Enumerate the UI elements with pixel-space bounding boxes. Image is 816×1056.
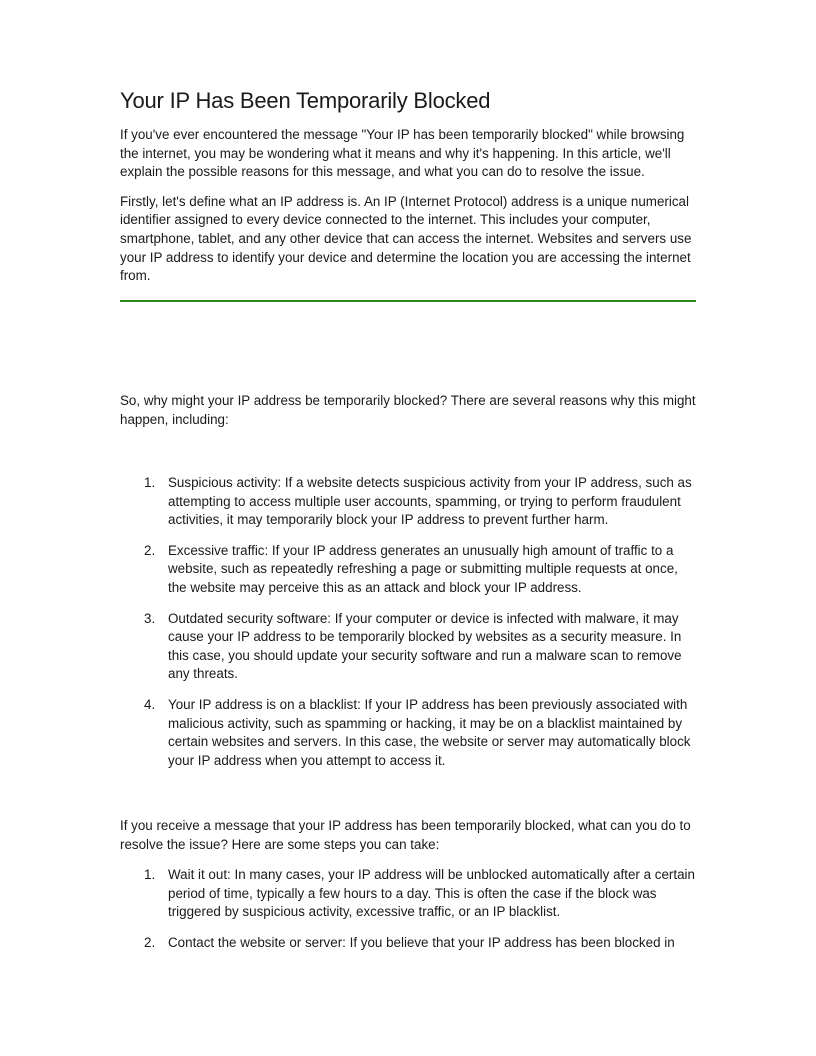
horizontal-rule	[120, 300, 696, 302]
list-item-text: Contact the website or server: If you believe that your IP address has been blocked in	[168, 934, 675, 950]
page-title: Your IP Has Been Temporarily Blocked	[120, 88, 491, 113]
reasons-list	[120, 474, 698, 782]
definition-paragraph: Firstly, let's define what an IP address is. An IP (Internet Protocol) address is a unique numerical identifier assigned to every device connected to the internet. This includes your computer, smartphone, tablet, and any other device that can access the internet. Websites and servers use your IP address to identify your device and determine the location you are accessing the internet from.	[120, 193, 692, 284]
list-item	[120, 934, 698, 953]
list-number: 3.	[144, 610, 156, 626]
list-number: 1.	[144, 867, 156, 882]
list-item	[120, 474, 698, 530]
list-item	[120, 696, 698, 770]
list-number: 2.	[144, 542, 156, 558]
list-number: 2.	[144, 934, 156, 950]
list-number: 1.	[144, 475, 156, 490]
list-item-text: Wait it out: In many cases, your IP address will be unblocked automatically after a certain period of time, typically a few hours to a day. This is often the case if the block was triggered by suspicious activity, excessive traffic, or an IP blacklist.	[168, 867, 695, 920]
intro-paragraph: If you've ever encountered the message "Your IP has been temporarily blocked" while browsing the internet, you may be wondering what it means and why it's happening. In this article, we'll explain the possible reasons for this message, and what you can do to resolve the issue.	[120, 127, 685, 180]
steps-list	[120, 866, 698, 964]
list-item-text: Suspicious activity: If a website detects suspicious activity from your IP address, such as attempting to access multiple user accounts, spamming, or trying to perform fraudulent activities, it may temporarily block your IP address to prevent further harm.	[168, 475, 692, 528]
document-page	[120, 86, 698, 950]
list-item-text: Your IP address is on a blacklist: If your IP address has been previously associated with malicious activity, such as spamming or hacking, it may be on a blacklist maintained by certain websites and servers. In this case, the website or server may automatically block your IP address when you attempt to access it.	[168, 696, 691, 768]
list-item	[120, 610, 698, 684]
list-item	[120, 542, 698, 598]
list-item-text: Excessive traffic: If your IP address generates an unusually high amount of traffic to a website, such as repeatedly refreshing a page or submitting multiple requests at once, the website may perceive this as an attack and block your IP address.	[168, 542, 678, 595]
list-item	[120, 866, 698, 922]
list-number: 4.	[144, 696, 156, 712]
steps-intro-paragraph: If you receive a message that your IP address has been temporarily blocked, what can you do to resolve the issue? Here are some steps you can take:	[120, 818, 691, 852]
list-item-text: Outdated security software: If your computer or device is infected with malware, it may cause your IP address to be temporarily blocked by websites as a security measure. In this case, you should update your security software and run a malware scan to remove any threats.	[168, 610, 682, 682]
reasons-intro-paragraph: So, why might your IP address be temporarily blocked? There are several reasons why this might happen, including:	[120, 393, 696, 427]
